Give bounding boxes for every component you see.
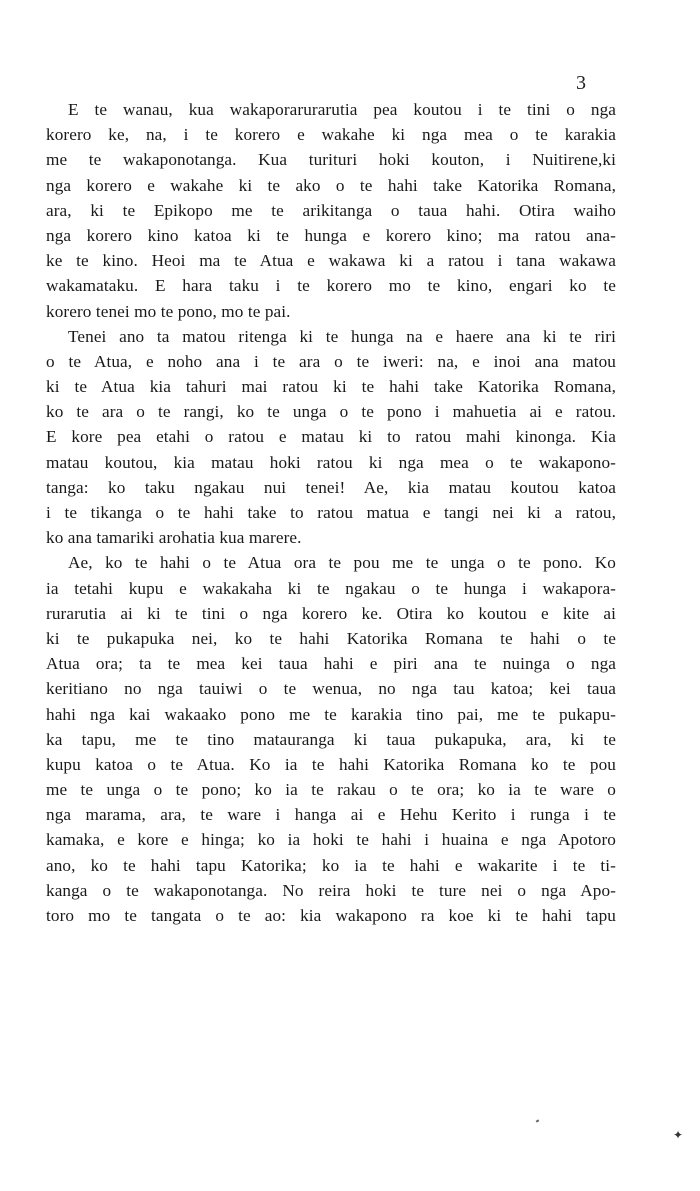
ink-speck-mark: ✦ xyxy=(673,1128,684,1142)
text-line: ke te kino. Heoi ma te Atua e wakawa ki a ratou i tana wakawa xyxy=(46,251,616,271)
text-line: Atua ora; ta te mea kei taua hahi e piri ana te nuinga o nga xyxy=(46,654,616,674)
body-text xyxy=(46,97,616,928)
page-number: 3 xyxy=(576,72,586,94)
text-line: ko ana tamariki arohatia kua marere. xyxy=(46,528,302,548)
text-line: kamaka, e kore e hinga; ko ia hoki te hahi i huaina e nga Apotoro xyxy=(46,830,616,850)
text-line: me te unga o te pono; ko ia te rakau o te ora; ko ia te ware o xyxy=(46,780,616,800)
text-line: E kore pea etahi o ratou e matau ki to ratou mahi kinonga. Kia xyxy=(46,427,616,447)
text-line: korero tenei mo te pono, mo te pai. xyxy=(46,301,291,321)
text-line: toro mo te tangata o te ao: kia wakapono ra koe ki te hahi tapu xyxy=(46,906,616,925)
text-line: ki te Atua kia tahuri mai ratou ki te hahi take Katorika Romana, xyxy=(46,377,616,397)
text-line: me te wakaponotanga. Kua turituri hoki kouton, i Nuitirene,ki xyxy=(46,150,616,170)
text-line: nga korero e wakahe ki te ako o te hahi take Katorika Romana, xyxy=(46,175,616,195)
text-line: tanga: ko taku ngakau nui tenei! Ae, kia matau koutou katoa xyxy=(46,477,616,497)
text-line: i te tikanga o te hahi take to ratou matua e tangi nei ki a ratou, xyxy=(46,503,616,522)
text-line: ano, ko te hahi tapu Katorika; ko ia te hahi e wakarite i te ti- xyxy=(46,855,616,875)
ink-speck xyxy=(536,1119,540,1122)
text-line: o te Atua, e noho ana i te ara o te iweri: na, e inoi ana matou xyxy=(46,351,616,371)
text-line: korero ke, na, i te korero e wakahe ki nga mea o te karakia xyxy=(46,125,616,145)
text-line: hahi nga kai wakaako pono me te karakia tino pai, me te pukapu- xyxy=(46,704,616,724)
text-line: kupu katoa o te Atua. Ko ia te hahi Katorika Romana ko te pou xyxy=(46,754,616,774)
text-line: nga marama, ara, te ware i hanga ai e Hehu Kerito i runga i te xyxy=(46,805,616,825)
text-line: Ae, ko te hahi o te Atua ora te pou me te unga o te pono. Ko xyxy=(68,553,616,573)
text-line: E te wanau, kua wakaporarurarutia pea koutou i te tini o nga xyxy=(68,100,616,119)
text-line: ka tapu, me te tino matauranga ki taua pukapuka, ara, ki te xyxy=(46,729,616,749)
text-line: ki te pukapuka nei, ko te hahi Katorika Romana te hahi o te xyxy=(46,628,616,648)
text-line: Tenei ano ta matou ritenga ki te hunga na e haere ana ki te riri xyxy=(68,326,616,346)
text-line: rurarutia ai ki te tini o nga korero ke. Otira ko koutou e kite ai xyxy=(46,603,616,623)
text-line: ko te ara o te rangi, ko te unga o te pono i mahuetia ai e ratou. xyxy=(46,402,616,422)
text-line: nga korero kino katoa ki te hunga e korero kino; ma ratou ana- xyxy=(46,225,616,245)
text-line: matau koutou, kia matau hoki ratou ki nga mea o te wakapono- xyxy=(46,452,616,472)
text-line: ara, ki te Epikopo me te arikitanga o taua hahi. Otira waiho xyxy=(46,200,616,220)
text-line: wakamataku. E hara taku i te korero mo te kino, engari ko te xyxy=(46,276,616,296)
text-line: kanga o te wakaponotanga. No reira hoki te ture nei o nga Apo- xyxy=(46,880,616,900)
text-line: ia tetahi kupu e wakakaha ki te ngakau o te hunga i wakapora- xyxy=(46,578,616,598)
text-line: keritiano no nga tauiwi o te wenua, no nga tau katoa; kei taua xyxy=(46,679,616,699)
